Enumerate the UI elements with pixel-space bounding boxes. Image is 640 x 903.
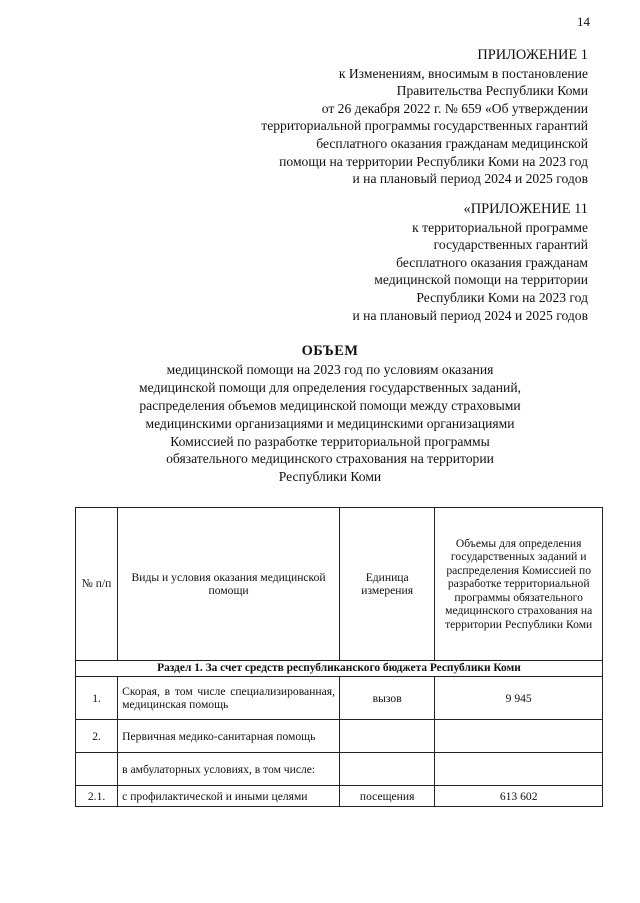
row-type: с профилактической и иными целями (118, 786, 340, 807)
table-row (76, 786, 603, 807)
appendix-11-block (353, 201, 589, 324)
document-title-line: Республики Коми (278, 469, 382, 485)
appendix-11-heading: «ПРИЛОЖЕНИЕ 11 (463, 201, 588, 217)
table-header-row (76, 508, 603, 661)
appendix-11-line: государственных гарантий (433, 237, 588, 253)
row-unit: вызов (339, 677, 434, 720)
row-unit: посещения (339, 786, 434, 807)
row-unit (339, 753, 434, 786)
appendix-1-line: Правительства Республики Коми (396, 83, 588, 99)
table-row (76, 677, 603, 720)
row-type: Скорая, в том числе специализированная, медицинская помощь (118, 677, 340, 720)
page-number: 14 (577, 14, 590, 29)
row-volume: 9 945 (435, 677, 603, 720)
document-title-block (100, 343, 560, 486)
appendix-1-line: территориальной программы государственных гарантий (261, 118, 588, 134)
document-title-line: медицинскими организациями и медицинскими организациями (145, 415, 515, 431)
appendix-1-line: и на плановый период 2024 и 2025 годов (352, 171, 588, 187)
appendix-1-line: от 26 декабря 2022 г. № 659 «Об утверждении (321, 100, 588, 116)
document-title-line: распределения объемов медицинской помощи между страховыми (139, 397, 521, 413)
appendix-1-line: помощи на территории Республики Коми на 2023 год (279, 153, 588, 169)
row-type: Первичная медико-санитарная помощь (118, 720, 340, 753)
document-title: ОБЪЕМ (301, 343, 359, 359)
row-number: 2. (76, 720, 118, 753)
row-unit (339, 720, 434, 753)
row-type: в амбулаторных условиях, в том числе: (118, 753, 340, 786)
appendix-11-line: медицинской помощи на территории (374, 272, 588, 288)
appendix-1-line: бесплатного оказания гражданам медицинской (316, 135, 588, 151)
document-title-line: Комиссией по разработке территориальной программы (170, 433, 490, 449)
volume-table (75, 507, 603, 807)
document-title-line: медицинской помощи на 2023 год по условиям оказания (166, 361, 494, 377)
document-title-line: медицинской помощи для определения государственных заданий, (139, 379, 521, 395)
appendix-11-line: и на плановый период 2024 и 2025 годов (352, 307, 588, 323)
appendix-11-line: бесплатного оказания гражданам (396, 254, 588, 270)
section-row (76, 661, 603, 677)
header-unit: Единица измерения (339, 508, 434, 661)
section-1-title: Раздел 1. За счет средств республиканского бюджета Республики Коми (76, 661, 603, 677)
document-title-line: обязательного медицинского страхования на территории (166, 451, 494, 467)
row-volume: 613 602 (435, 786, 603, 807)
appendix-1-heading: ПРИЛОЖЕНИЕ 1 (477, 47, 588, 63)
row-volume (435, 720, 603, 753)
table-row (76, 753, 603, 786)
appendix-1-block (261, 47, 588, 188)
appendix-1-line: к Изменениям, вносимым в постановление (338, 65, 588, 81)
table-row (76, 720, 603, 753)
header-type: Виды и условия оказания медицинской помощи (118, 508, 340, 661)
appendix-11-line: к территориальной программе (412, 219, 588, 235)
row-number: 1. (76, 677, 118, 720)
header-volume: Объемы для определения государственных заданий и распределения Комиссией по разработке территориальной программы обязательного медицинского страхования на территории Республики Коми (435, 508, 603, 661)
appendix-11-line: Республики Коми на 2023 год (416, 289, 588, 305)
row-number: 2.1. (76, 786, 118, 807)
row-volume (435, 753, 603, 786)
row-number (76, 753, 118, 786)
header-number: № п/п (76, 508, 118, 661)
